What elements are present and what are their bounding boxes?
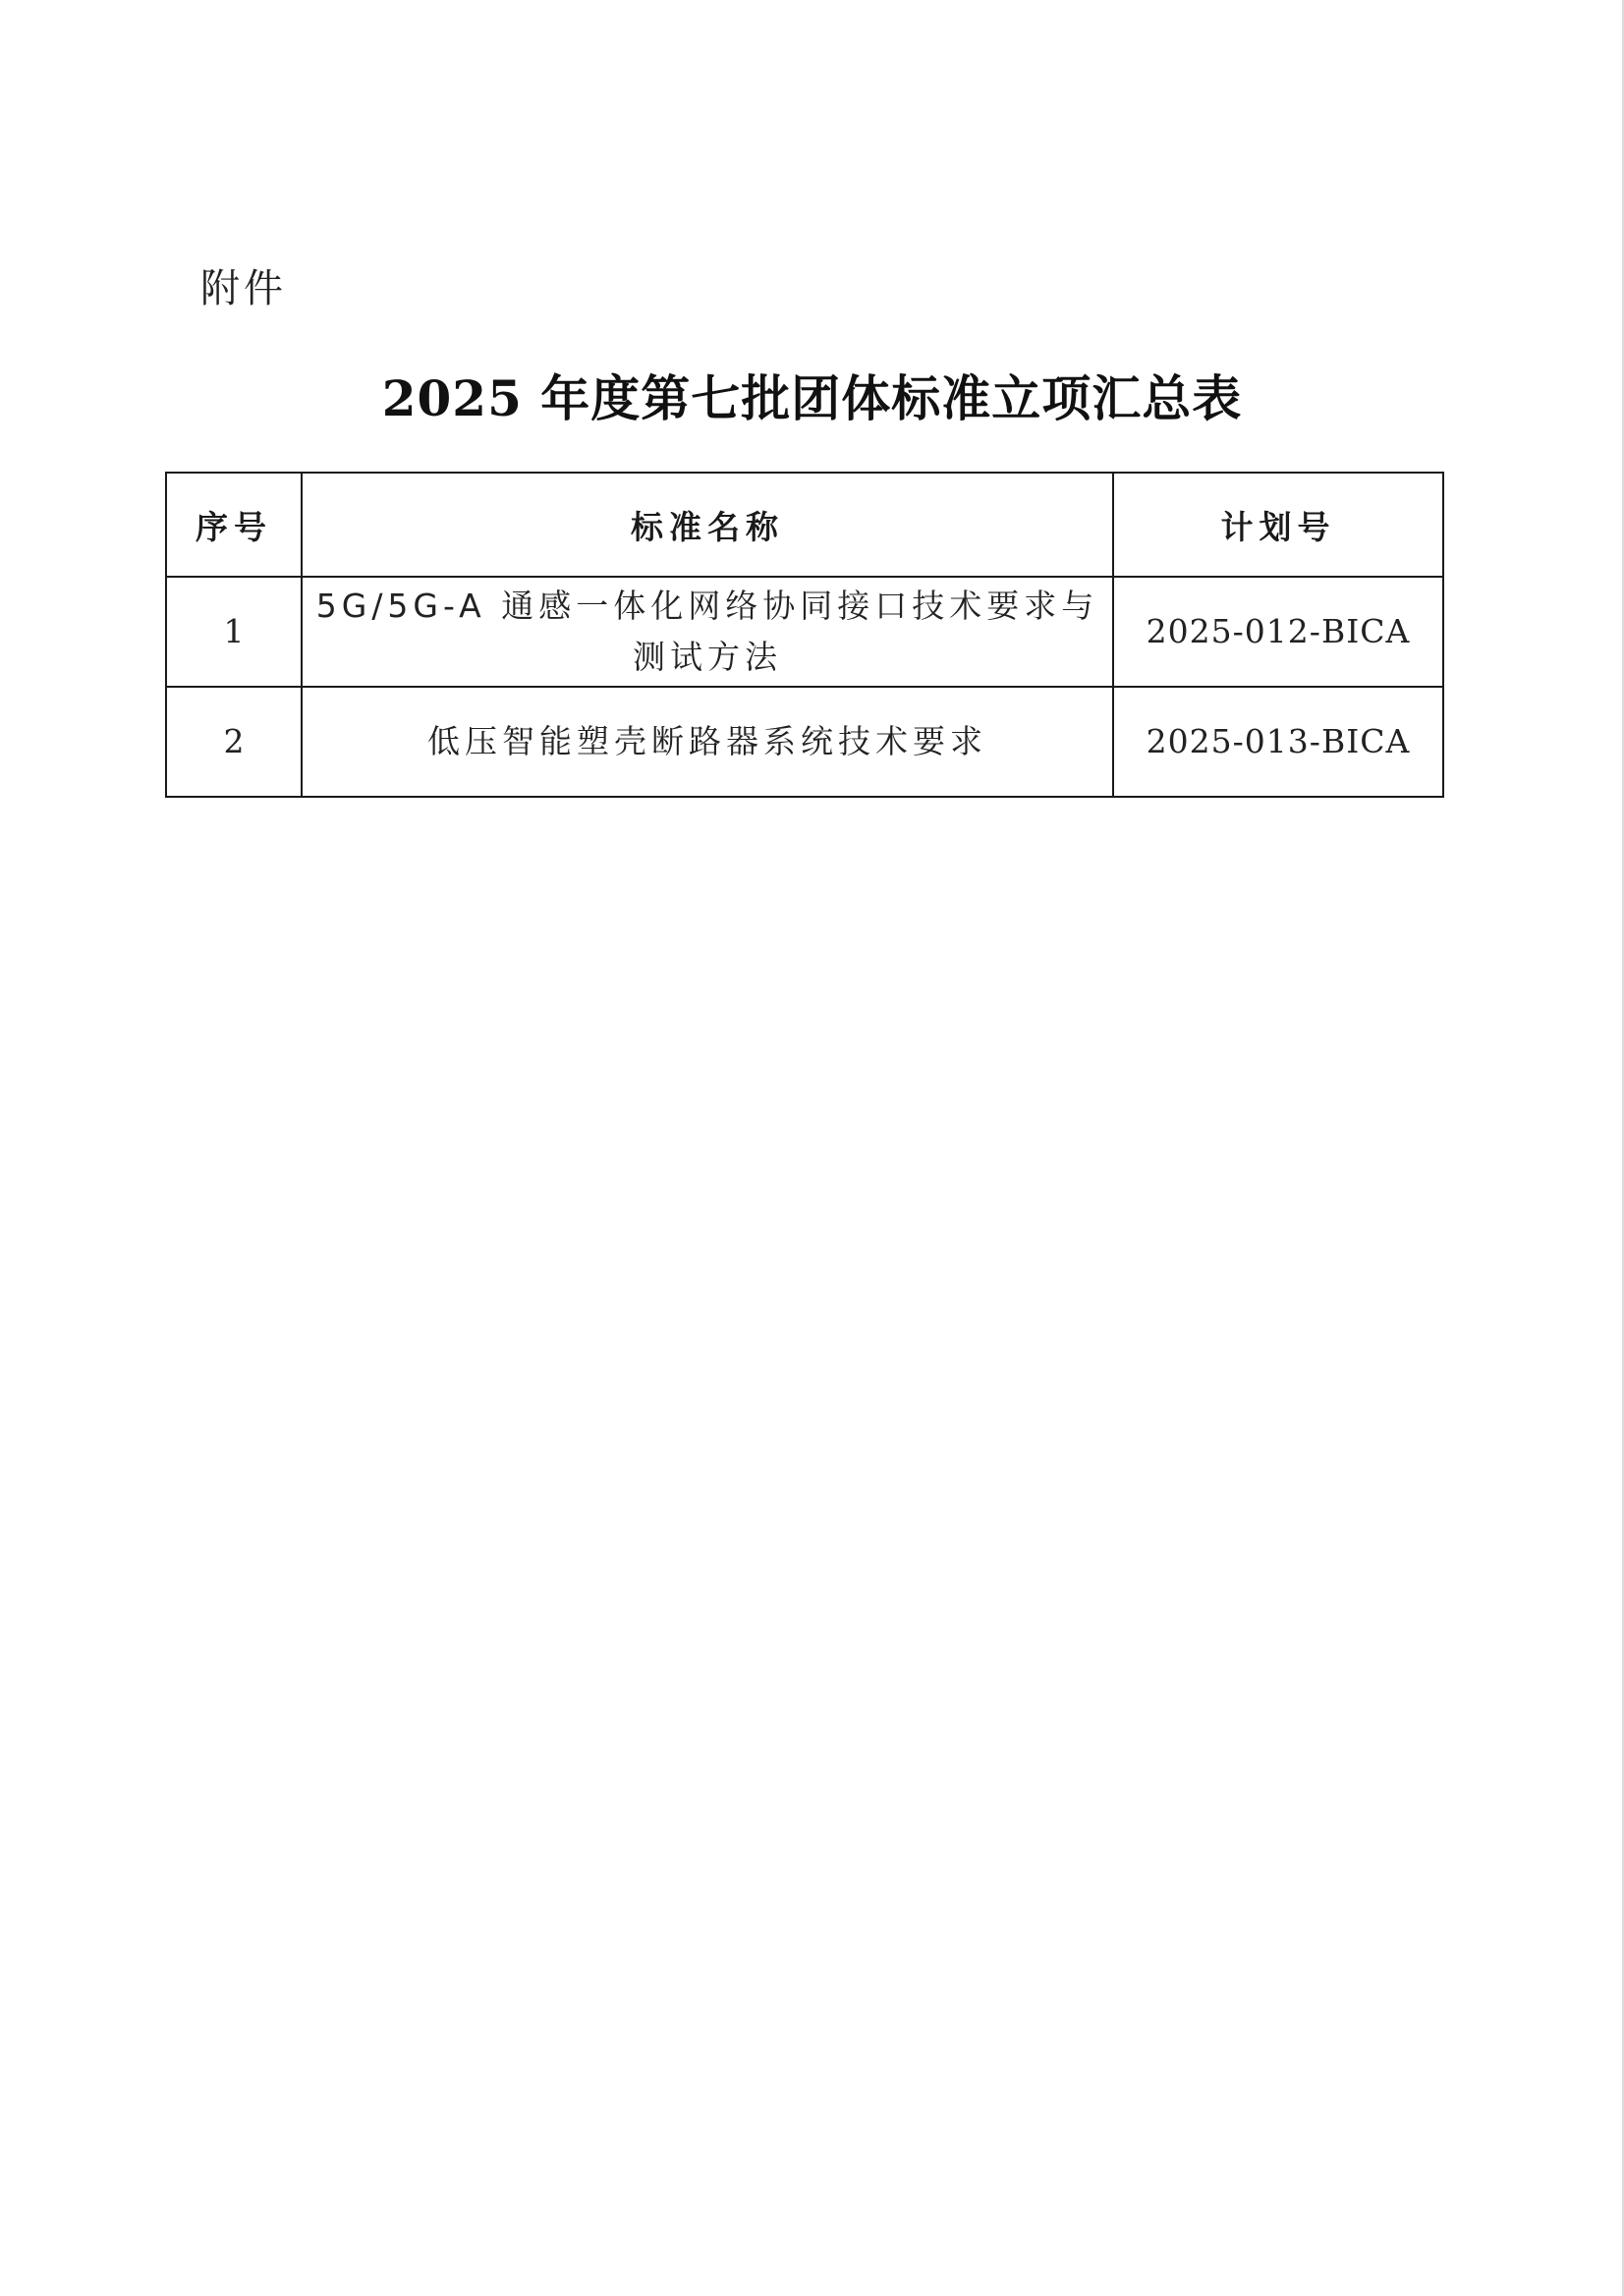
standard-name-line: 低压智能塑壳断路器系统技术要求 (427, 722, 987, 760)
document-title: 2025 年度第七批团体标准立项汇总表 (381, 369, 1243, 427)
table-header-row (166, 473, 1443, 577)
row-plan-number: 2025-012-BICA (1113, 577, 1443, 687)
header-plan-number: 计划号 (1113, 473, 1443, 577)
row-standard-name (302, 577, 1113, 687)
table-row (166, 577, 1443, 687)
row-plan-number: 2025-013-BICA (1113, 687, 1443, 797)
standard-name-line: 测试方法 (633, 638, 782, 676)
row-standard-name (302, 687, 1113, 797)
header-standard-name: 标准名称 (302, 473, 1113, 577)
row-seq: 1 (166, 577, 302, 687)
header-seq: 序号 (166, 473, 302, 577)
standard-name-line: 5G/5G-A 通感一体化网络协同接口技术要求与 (315, 587, 1099, 625)
attachment-label: 附件 (200, 266, 287, 311)
standards-summary-table (165, 472, 1444, 798)
table-row (166, 687, 1443, 797)
row-seq: 2 (166, 687, 302, 797)
